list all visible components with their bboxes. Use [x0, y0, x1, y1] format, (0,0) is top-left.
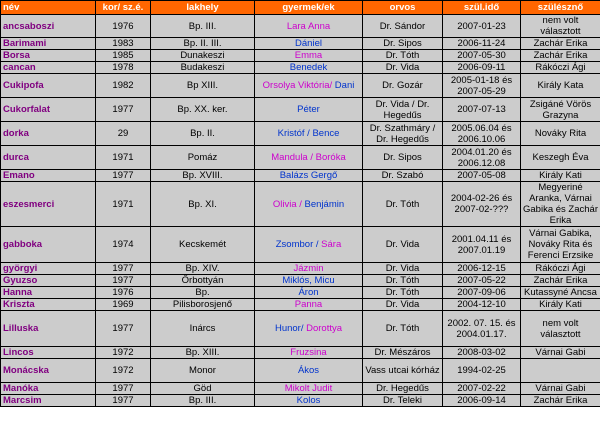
table-row: [1, 74, 600, 98]
header-szulido: szül.idő: [443, 1, 521, 15]
cell-szulesznő: Nováky Rita: [521, 122, 600, 146]
cell-nev: ancsaboszi: [1, 15, 96, 38]
cell-orvos: Dr. Gozár: [363, 74, 443, 98]
cell-szulido: 2006-12-15: [443, 263, 521, 275]
child-name: Fruzsina: [290, 347, 327, 358]
table-row: [1, 275, 600, 287]
cell-orvos: Dr. Tóth: [363, 287, 443, 299]
cell-nev: dorka: [1, 122, 96, 146]
cell-gyermek: [255, 170, 363, 182]
header-szulesznő: szülésznő: [521, 1, 600, 15]
cell-szulesznő: nem volt választott: [521, 311, 600, 347]
cell-orvos: Dr. Vida: [363, 227, 443, 263]
cell-orvos: Dr. Sipos: [363, 38, 443, 50]
cell-lakhely: Bp. III.: [151, 15, 255, 38]
cell-szulido: 2004-12-10: [443, 299, 521, 311]
cell-szulesznő: Rákóczi Ági: [521, 263, 600, 275]
table-row: [1, 146, 600, 170]
cell-szulesznő: nem volt választott: [521, 15, 600, 38]
cell-lakhely: Bp.: [151, 287, 255, 299]
cell-gyermek: [255, 182, 363, 227]
cell-kor: 1977: [96, 383, 151, 395]
child-name: Lara Anna: [286, 20, 331, 32]
header-orvos: orvos: [363, 1, 443, 15]
cell-lakhely: Őrbottyán: [151, 275, 255, 287]
cell-lakhely: Bp. XIV.: [151, 263, 255, 275]
cell-orvos: Dr. Vida: [363, 62, 443, 74]
cell-szulido: 2007-09-06: [443, 287, 521, 299]
cell-lakhely: Pilisborosjenő: [151, 299, 255, 311]
cell-szulesznő: Várnai Gabi: [521, 383, 600, 395]
cell-lakhely: Bp. XX. ker.: [151, 98, 255, 122]
child-name: Dániel: [295, 38, 322, 49]
cell-gyermek: [255, 15, 363, 38]
cell-szulido: 2007-01-23: [443, 15, 521, 38]
cell-nev: Gyuzso: [1, 275, 96, 287]
cell-nev: durca: [1, 146, 96, 170]
cell-nev: gabboka: [1, 227, 96, 263]
cell-gyermek: [255, 287, 363, 299]
cell-lakhely: Bp. XVIII.: [151, 170, 255, 182]
cell-nev: Hanna: [1, 287, 96, 299]
cell-lakhely: Budakeszi: [151, 62, 255, 74]
child-name: Kristóf / Bence: [277, 128, 340, 139]
cell-szulido: 2004.01.20 és 2006.12.08: [443, 146, 521, 170]
cell-gyermek: [255, 62, 363, 74]
cell-lakhely: Kecskemét: [151, 227, 255, 263]
cell-szulido: 2005-01-18 és 2007-05-29: [443, 74, 521, 98]
child-name: Miklós, Micu: [282, 275, 335, 286]
cell-szulesznő: Várnai Gabika, Novákу Rita és Ferenci Erzsike: [521, 227, 600, 263]
child-name: Sára: [321, 239, 342, 250]
cell-nev: Lincos: [1, 347, 96, 359]
cell-szulesznő: Várnai Gabi: [521, 347, 600, 359]
cell-lakhely: Bp. III.: [151, 395, 255, 407]
cell-szulido: 2002. 07. 15. és 2004.01.17.: [443, 311, 521, 347]
cell-kor: 1977: [96, 170, 151, 182]
cell-szulesznő: [521, 359, 600, 383]
cell-orvos: Dr. Tóth: [363, 182, 443, 227]
cell-orvos: Dr. Vida / Dr. Hegedűs: [363, 98, 443, 122]
cell-szulido: 2004-02-26 és 2007-02-???: [443, 182, 521, 227]
cell-nev: Emano: [1, 170, 96, 182]
cell-szulesznő: Zachár Erika: [521, 395, 600, 407]
cell-kor: 1977: [96, 98, 151, 122]
cell-orvos: Dr. Hegedűs: [363, 383, 443, 395]
cell-lakhely: Bp. XIII.: [151, 347, 255, 359]
child-name: Ákos: [297, 365, 320, 376]
cell-szulido: 2006-09-11: [443, 62, 521, 74]
cell-szulido: 2005.06.04 és 2006.10.06: [443, 122, 521, 146]
cell-szulido: 2006-11-24: [443, 38, 521, 50]
cell-szulesznő: Rákóczi Ági: [521, 62, 600, 74]
cell-nev: Monácska: [1, 359, 96, 383]
cell-lakhely: Monor: [151, 359, 255, 383]
cell-szulesznő: Zsigáné Vörös Grazyna: [521, 98, 600, 122]
cell-orvos: Dr. Tóth: [363, 50, 443, 62]
table-row: [1, 38, 600, 50]
header-gyermek: gyermek/ek: [255, 1, 363, 15]
cell-orvos: Dr. Tóth: [363, 311, 443, 347]
cell-szulido: 2007-05-08: [443, 170, 521, 182]
cell-lakhely: Inárcs: [151, 311, 255, 347]
table-row: [1, 287, 600, 299]
child-name: Mandula / Boróka: [271, 152, 346, 163]
cell-szulido: 2007-07-13: [443, 98, 521, 122]
cell-orvos: Dr. Sipos: [363, 146, 443, 170]
table-row: [1, 227, 600, 263]
cell-gyermek: [255, 299, 363, 311]
cell-szulesznő: Keszegh Éva: [521, 146, 600, 170]
child-name: Orsolya Viktória/: [262, 80, 333, 91]
table-row: [1, 62, 600, 74]
cell-kor: 1977: [96, 311, 151, 347]
cell-szulesznő: Zachár Erika: [521, 275, 600, 287]
child-name: Kolos: [296, 395, 321, 406]
cell-szulido: 2007-05-22: [443, 275, 521, 287]
cell-lakhely: Bp. II. III.: [151, 38, 255, 50]
cell-szulesznő: Király Kati: [521, 299, 600, 311]
child-name: Hunor/: [274, 323, 304, 334]
child-name: Mikolt Judit: [284, 383, 333, 394]
cell-nev: Cukipofa: [1, 74, 96, 98]
cell-lakhely: Pomáz: [151, 146, 255, 170]
cell-orvos: Dr. Sándor: [363, 15, 443, 38]
child-name: Zsombor /: [275, 239, 319, 250]
cell-gyermek: [255, 263, 363, 275]
cell-gyermek: [255, 359, 363, 383]
cell-gyermek: [255, 227, 363, 263]
cell-kor: 1974: [96, 227, 151, 263]
child-name: Péter: [297, 104, 320, 115]
cell-gyermek: [255, 395, 363, 407]
cell-kor: 1971: [96, 146, 151, 170]
table-row: [1, 50, 600, 62]
cell-gyermek: [255, 38, 363, 50]
cell-gyermek: [255, 347, 363, 359]
cell-kor: 1972: [96, 359, 151, 383]
cell-orvos: Dr. Szathmáry / Dr. Hegedűs: [363, 122, 443, 146]
cell-gyermek: [255, 122, 363, 146]
table-body: [1, 15, 600, 407]
cell-szulesznő: Király Kati: [521, 170, 600, 182]
child-name: Panna: [294, 299, 323, 310]
cell-kor: 1969: [96, 299, 151, 311]
cell-nev: cancan: [1, 62, 96, 74]
cell-kor: 1982: [96, 74, 151, 98]
header-lakhely: lakhely: [151, 1, 255, 15]
cell-gyermek: [255, 98, 363, 122]
cell-kor: 1976: [96, 287, 151, 299]
child-name: Benedek: [289, 62, 328, 73]
table-row: [1, 395, 600, 407]
cell-nev: Borsa: [1, 50, 96, 62]
cell-kor: 1977: [96, 275, 151, 287]
table-row: [1, 311, 600, 347]
table-row: [1, 263, 600, 275]
cell-lakhely: Bp XIII.: [151, 74, 255, 98]
cell-gyermek: [255, 311, 363, 347]
cell-orvos: Dr. Vida: [363, 263, 443, 275]
child-name: Emma: [294, 50, 323, 61]
table-row: [1, 182, 600, 227]
cell-lakhely: Bp. II.: [151, 122, 255, 146]
header-nev: név: [1, 1, 96, 15]
cell-nev: Cukorfalat: [1, 98, 96, 122]
table-row: [1, 15, 600, 38]
cell-szulesznő: Megyeriné Aranka, Várnai Gabika és Zachár Erika: [521, 182, 600, 227]
cell-kor: 1972: [96, 347, 151, 359]
cell-szulido: 2007-05-30: [443, 50, 521, 62]
table-row: [1, 383, 600, 395]
cell-kor: 1985: [96, 50, 151, 62]
cell-kor: 1977: [96, 263, 151, 275]
child-name: Balázs Gergő: [279, 170, 338, 181]
cell-szulido: 2006-09-14: [443, 395, 521, 407]
cell-kor: 1978: [96, 62, 151, 74]
cell-orvos: Dr. Vida: [363, 299, 443, 311]
cell-szulesznő: Zachár Erika: [521, 50, 600, 62]
child-name: Áron: [298, 287, 319, 298]
cell-gyermek: [255, 50, 363, 62]
table-row: [1, 98, 600, 122]
cell-orvos: Dr. Szabó: [363, 170, 443, 182]
cell-kor: 1971: [96, 182, 151, 227]
cell-nev: Manóka: [1, 383, 96, 395]
cell-nev: Kriszta: [1, 299, 96, 311]
table-row: [1, 122, 600, 146]
cell-nev: Marcsim: [1, 395, 96, 407]
cell-gyermek: [255, 383, 363, 395]
cell-szulido: 1994-02-25: [443, 359, 521, 383]
child-name: Olivia /: [272, 198, 302, 210]
header-kor: kor/ sz.é.: [96, 1, 151, 15]
cell-gyermek: [255, 275, 363, 287]
cell-orvos: Dr. Teleki: [363, 395, 443, 407]
cell-lakhely: Göd: [151, 383, 255, 395]
cell-kor: 1977: [96, 395, 151, 407]
cell-gyermek: [255, 146, 363, 170]
child-name: Jázmin: [293, 263, 324, 274]
cell-kor: 1983: [96, 38, 151, 50]
header-row: [1, 1, 600, 15]
table-row: [1, 347, 600, 359]
cell-szulesznő: Kutassyné Ancsa: [521, 287, 600, 299]
table-row: [1, 170, 600, 182]
cell-orvos: Dr. Mészáros: [363, 347, 443, 359]
child-name: Benjámin: [304, 198, 345, 210]
cell-szulesznő: Zachár Erika: [521, 38, 600, 50]
cell-kor: 29: [96, 122, 151, 146]
cell-szulido: 2008-03-02: [443, 347, 521, 359]
cell-orvos: Vass utcai kórház: [363, 359, 443, 383]
child-name: Dani: [334, 80, 355, 91]
table-row: [1, 359, 600, 383]
table-row: [1, 299, 600, 311]
child-name: Dorottya: [306, 323, 343, 334]
cell-szulido: 2001.04.11 és 2007.01.19: [443, 227, 521, 263]
cell-lakhely: Bp. XI.: [151, 182, 255, 227]
cell-nev: Lilluska: [1, 311, 96, 347]
cell-szulesznő: Király Kata: [521, 74, 600, 98]
cell-nev: györgyi: [1, 263, 96, 275]
cell-szulido: 2007-02-22: [443, 383, 521, 395]
cell-orvos: Dr. Tóth: [363, 275, 443, 287]
cell-nev: eszesmerci: [1, 182, 96, 227]
cell-lakhely: Dunakeszi: [151, 50, 255, 62]
cell-gyermek: [255, 74, 363, 98]
cell-nev: Barimami: [1, 38, 96, 50]
cell-kor: 1976: [96, 15, 151, 38]
